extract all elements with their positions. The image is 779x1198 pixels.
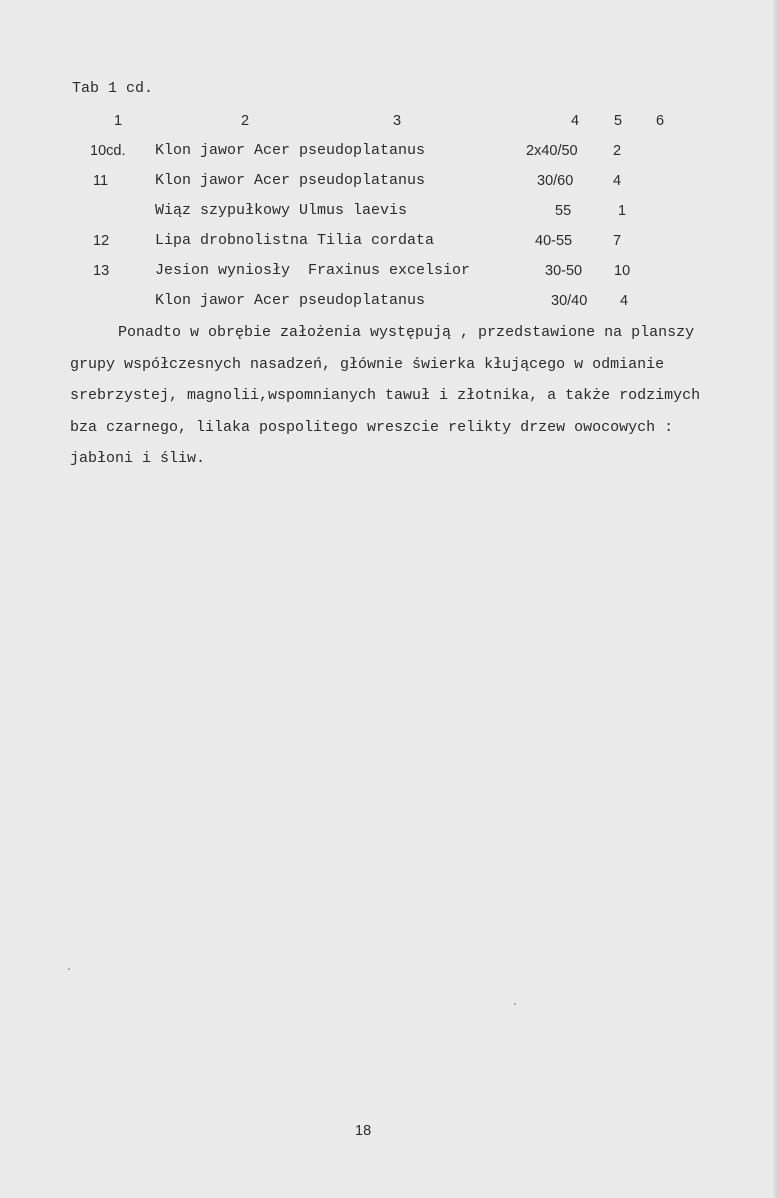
scan-speck xyxy=(68,968,70,970)
count-value: 1 xyxy=(618,203,627,219)
count-value: 4 xyxy=(620,293,629,309)
dimensions-value: 55 xyxy=(555,203,572,219)
paragraph-line: Ponadto w obrębie założenia występują , przedstawione na planszy xyxy=(118,324,695,341)
header-col-2: 2 xyxy=(241,113,250,129)
page-number: 18 xyxy=(355,1123,372,1139)
species-name: Klon jawor Acer pseudoplatanus xyxy=(155,172,426,189)
species-name: Klon jawor Acer pseudoplatanus xyxy=(155,292,426,309)
header-col-3: 3 xyxy=(393,113,402,129)
header-col-1: 1 xyxy=(114,113,123,129)
dimensions-value: 30-50 xyxy=(545,263,583,279)
paragraph-line: grupy współczesnych nasadzeń, głównie świerka kłującego w odmianie xyxy=(70,356,665,373)
species-name: Wiąz szypułkowy Ulmus laevis xyxy=(155,202,408,219)
dimensions-value: 30/60 xyxy=(537,173,574,189)
dimensions-value: 30/40 xyxy=(551,293,588,309)
page-edge xyxy=(773,0,779,1198)
table-caption: Tab 1 cd. xyxy=(72,80,154,97)
header-col-6: 6 xyxy=(656,113,665,129)
header-col-4: 4 xyxy=(571,113,580,129)
header-col-5: 5 xyxy=(614,113,623,129)
species-name: Jesion wyniosły Fraxinus excelsior xyxy=(155,262,471,279)
species-name: Lipa drobnolistna Tilia cordata xyxy=(155,232,435,249)
count-value: 2 xyxy=(613,143,622,159)
scan-speck xyxy=(514,1003,516,1005)
row-number: 11 xyxy=(93,173,109,189)
paragraph-line: jabłoni i śliw. xyxy=(70,450,206,467)
count-value: 4 xyxy=(613,173,622,189)
species-name: Klon jawor Acer pseudoplatanus xyxy=(155,142,426,159)
paragraph-line: srebrzystej, magnolii,wspomnianych tawuł i złotnika, a także rodzimych xyxy=(70,387,701,404)
row-number: 13 xyxy=(93,263,110,279)
paragraph-line: bza czarnego, lilaka pospolitego wreszcie relikty drzew owocowych : xyxy=(70,419,674,436)
row-number: 12 xyxy=(93,233,110,249)
count-value: 7 xyxy=(613,233,622,249)
dimensions-value: 40-55 xyxy=(535,233,573,249)
dimensions-value: 2x40/50 xyxy=(526,143,578,159)
count-value: 10 xyxy=(614,263,631,279)
row-number: 10cd. xyxy=(90,143,126,159)
